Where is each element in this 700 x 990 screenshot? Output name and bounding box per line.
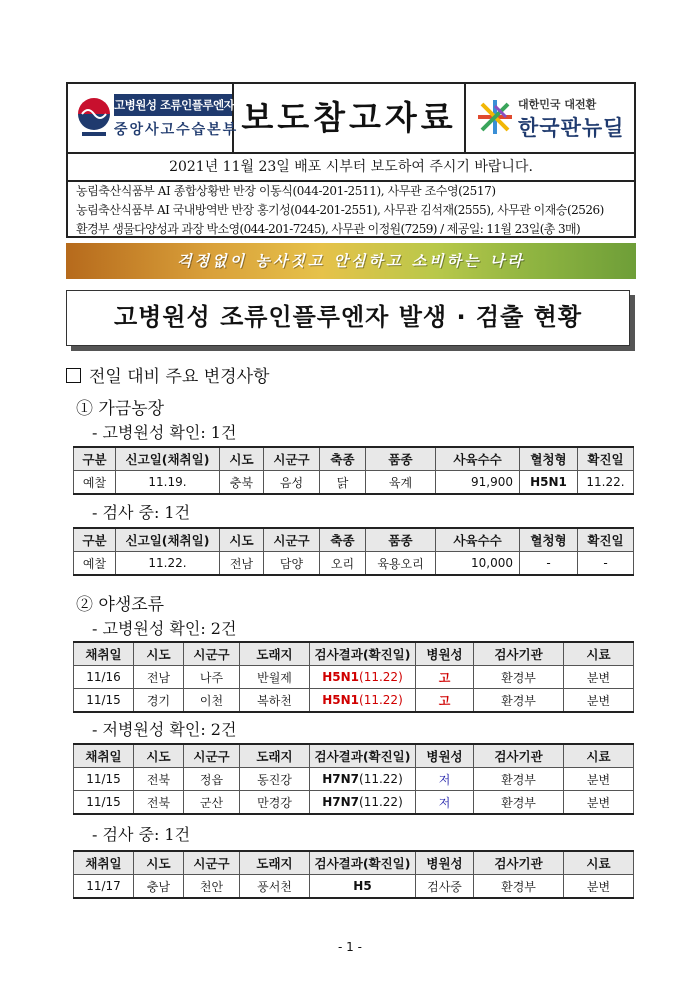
column-header: 검사결과(확진일) xyxy=(310,851,416,875)
org-name-line1: 고병원성 조류인플루엔자 xyxy=(114,94,232,116)
column-header: 채취일 xyxy=(74,642,134,666)
new-deal-star-icon xyxy=(476,98,514,136)
result-cell xyxy=(310,768,416,791)
page-number: - 1 - xyxy=(338,940,362,954)
column-header: 구분 xyxy=(74,528,116,552)
table-cell: - xyxy=(520,552,578,576)
table-cell: 91,900 xyxy=(436,471,520,495)
column-header: 신고일(채취일) xyxy=(116,447,220,471)
column-header: 신고일(채취일) xyxy=(116,528,220,552)
column-header: 도래지 xyxy=(240,744,310,768)
column-header: 시군구 xyxy=(184,744,240,768)
column-header: 도래지 xyxy=(240,851,310,875)
table-cell: 분변 xyxy=(564,791,634,815)
table-cell: 전북 xyxy=(134,768,184,791)
result-date: (11.22) xyxy=(359,693,403,707)
table-cell: 고 xyxy=(416,666,474,689)
column-header: 시군구 xyxy=(184,642,240,666)
new-deal-logo-cell xyxy=(466,84,634,152)
table-cell: 11/15 xyxy=(74,689,134,713)
column-header: 품종 xyxy=(366,447,436,471)
table-cell: 전남 xyxy=(134,666,184,689)
section-heading xyxy=(66,362,269,387)
result-strain: H7N7 xyxy=(322,772,360,786)
slogan-banner xyxy=(66,243,636,279)
column-header: 시도 xyxy=(220,447,264,471)
table-cell: 전북 xyxy=(134,791,184,815)
wild-high-heading: - 고병원성 확인: 2건 xyxy=(92,619,237,638)
table-row xyxy=(74,875,634,899)
release-note: 2021년 11월 23일 배포 시부터 보도하여 주시기 바랍니다. xyxy=(68,156,634,182)
table-cell: 분변 xyxy=(564,689,634,713)
org-logo-cell xyxy=(68,84,239,152)
table-cell: 검사중 xyxy=(416,875,474,899)
table-header-row xyxy=(74,851,634,875)
result-cell xyxy=(310,666,416,689)
table-cell: 음성 xyxy=(264,471,320,495)
column-header: 구분 xyxy=(74,447,116,471)
table-cell: 오리 xyxy=(320,552,366,576)
farm-confirmed-heading: - 고병원성 확인: 1건 xyxy=(92,423,237,442)
column-header: 시도 xyxy=(134,744,184,768)
column-header: 시군구 xyxy=(264,447,320,471)
result-cell xyxy=(310,791,416,815)
column-header: 혈청형 xyxy=(520,528,578,552)
table-cell: 환경부 xyxy=(474,875,564,899)
new-deal-name: 한국판뉴딜 xyxy=(518,116,625,140)
table-cell: 정읍 xyxy=(184,768,240,791)
farm-confirmed-table xyxy=(73,446,634,495)
table-cell: 10,000 xyxy=(436,552,520,576)
table-cell: 이천 xyxy=(184,689,240,713)
table-cell: 환경부 xyxy=(474,689,564,713)
table-cell: 11.22. xyxy=(116,552,220,576)
column-header: 사육수수 xyxy=(436,447,520,471)
table-cell: 충북 xyxy=(220,471,264,495)
government-emblem-icon xyxy=(76,96,112,138)
table-header-row xyxy=(74,528,634,552)
title-box xyxy=(66,290,630,346)
column-header: 시군구 xyxy=(264,528,320,552)
column-header: 검사기관 xyxy=(474,851,564,875)
table-cell: 담양 xyxy=(264,552,320,576)
result-date: (11.22) xyxy=(359,772,403,786)
table-header-row xyxy=(74,642,634,666)
farm-heading: ① 가금농장 xyxy=(76,399,165,419)
column-header: 검사기관 xyxy=(474,744,564,768)
table-header-row xyxy=(74,744,634,768)
table-cell: 경기 xyxy=(134,689,184,713)
column-header: 채취일 xyxy=(74,744,134,768)
table-cell: 환경부 xyxy=(474,666,564,689)
table-cell: 분변 xyxy=(564,666,634,689)
contact-line-3: 환경부 생물다양성과 과장 박소영(044-201-7245), 사무관 이정원(7259) / 제공일: 11월 23일(총 3매) xyxy=(76,222,581,236)
column-header: 검사결과(확진일) xyxy=(310,744,416,768)
column-header: 시료 xyxy=(564,642,634,666)
table-cell: 고 xyxy=(416,689,474,713)
wild-high-table xyxy=(73,641,634,713)
table-cell: 분변 xyxy=(564,875,634,899)
table-row xyxy=(74,552,634,576)
result-date: (11.22) xyxy=(359,670,403,684)
table-cell: 환경부 xyxy=(474,791,564,815)
table-cell: 환경부 xyxy=(474,768,564,791)
wild-testing-heading: - 검사 중: 1건 xyxy=(92,825,191,844)
column-header: 병원성 xyxy=(416,642,474,666)
farm-testing-heading: - 검사 중: 1건 xyxy=(92,503,191,522)
checkbox-square-icon xyxy=(66,368,81,383)
table-cell: 충남 xyxy=(134,875,184,899)
wild-low-heading: - 저병원성 확인: 2건 xyxy=(92,720,237,739)
result-strain: H5N1 xyxy=(322,670,360,684)
column-header: 축종 xyxy=(320,528,366,552)
table-cell: 군산 xyxy=(184,791,240,815)
table-row xyxy=(74,471,634,495)
table-row xyxy=(74,666,634,689)
wild-low-table xyxy=(73,743,634,815)
table-cell: 11/15 xyxy=(74,791,134,815)
column-header: 축종 xyxy=(320,447,366,471)
table-cell: 11.19. xyxy=(116,471,220,495)
table-cell: 11/16 xyxy=(74,666,134,689)
column-header: 시도 xyxy=(134,642,184,666)
table-cell: 닭 xyxy=(320,471,366,495)
table-cell: 11/17 xyxy=(74,875,134,899)
farm-testing-table xyxy=(73,527,634,576)
table-cell: 동진강 xyxy=(240,768,310,791)
result-strain: H7N7 xyxy=(322,795,360,809)
wild-testing-table xyxy=(73,850,634,899)
column-header: 확진일 xyxy=(578,528,634,552)
doc-type-title: 보도참고자료 xyxy=(241,98,457,137)
org-name-line2: 중앙사고수습본부 xyxy=(114,122,239,138)
table-cell: 저 xyxy=(416,768,474,791)
result-cell: H5 xyxy=(310,875,416,899)
press-header xyxy=(66,82,636,238)
table-header-row xyxy=(74,447,634,471)
column-header: 시도 xyxy=(220,528,264,552)
table-row xyxy=(74,768,634,791)
column-header: 시료 xyxy=(564,744,634,768)
column-header: 확진일 xyxy=(578,447,634,471)
slogan-text: 걱정없이 농사짓고 안심하고 소비하는 나라 xyxy=(177,252,525,270)
table-cell: 육용오리 xyxy=(366,552,436,576)
table-cell: - xyxy=(578,552,634,576)
result-strain: H5N1 xyxy=(322,693,360,707)
table-cell: 예찰 xyxy=(74,471,116,495)
table-cell: 만경강 xyxy=(240,791,310,815)
page-title: 고병원성 조류인플루엔자 발생 · 검출 현황 xyxy=(113,303,583,331)
table-cell: 예찰 xyxy=(74,552,116,576)
column-header: 도래지 xyxy=(240,642,310,666)
table-cell: 분변 xyxy=(564,768,634,791)
table-cell: 저 xyxy=(416,791,474,815)
column-header: 혈청형 xyxy=(520,447,578,471)
new-deal-tagline: 대한민국 대전환 xyxy=(518,98,597,111)
table-cell: 반월제 xyxy=(240,666,310,689)
column-header: 시료 xyxy=(564,851,634,875)
column-header: 병원성 xyxy=(416,744,474,768)
result-cell xyxy=(310,689,416,713)
table-cell: 11/15 xyxy=(74,768,134,791)
column-header: 사육수수 xyxy=(436,528,520,552)
wild-heading: ② 야생조류 xyxy=(76,595,165,615)
table-row xyxy=(74,689,634,713)
table-cell: 11.22. xyxy=(578,471,634,495)
column-header: 병원성 xyxy=(416,851,474,875)
table-cell: 나주 xyxy=(184,666,240,689)
doc-type-cell xyxy=(234,84,466,152)
table-row xyxy=(74,791,634,815)
column-header: 품종 xyxy=(366,528,436,552)
contact-line-2: 농림축산식품부 AI 국내방역반 반장 홍기성(044-201-2551), 사무관 김석재(2555), 사무관 이재승(2526) xyxy=(76,203,604,217)
column-header: 채취일 xyxy=(74,851,134,875)
result-date: (11.22) xyxy=(359,795,403,809)
table-cell: 전남 xyxy=(220,552,264,576)
section-heading-text: 전일 대비 주요 변경사항 xyxy=(89,367,270,387)
contact-line-1: 농림축산식품부 AI 종합상황반 반장 이동식(044-201-2511), 사무관 조수영(2517) xyxy=(76,184,496,198)
table-cell: 복하천 xyxy=(240,689,310,713)
table-cell: 풍서천 xyxy=(240,875,310,899)
table-cell: 천안 xyxy=(184,875,240,899)
header-top-row xyxy=(68,84,634,154)
table-cell: 육계 xyxy=(366,471,436,495)
column-header: 검사결과(확진일) xyxy=(310,642,416,666)
table-cell: H5N1 xyxy=(520,471,578,495)
column-header: 검사기관 xyxy=(474,642,564,666)
column-header: 시군구 xyxy=(184,851,240,875)
column-header: 시도 xyxy=(134,851,184,875)
